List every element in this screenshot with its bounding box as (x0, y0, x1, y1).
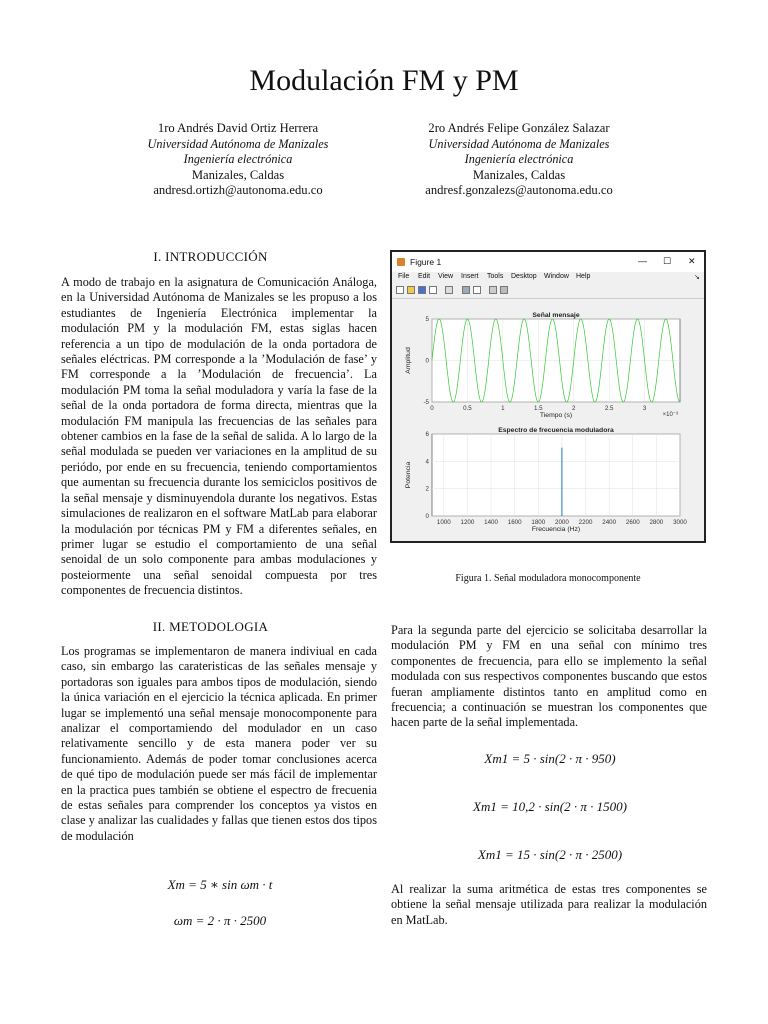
x-axis-label: Tiempo (s) (539, 412, 573, 419)
menu-help[interactable]: Help (576, 273, 591, 280)
matlab-logo-icon (397, 258, 405, 266)
y-tick-label: 5 (425, 316, 429, 323)
matlab-figure-window[interactable] (390, 250, 706, 543)
author-name: 2ro Andrés Felipe González Salazar (428, 121, 610, 135)
plot-title: Señal mensaje (532, 312, 580, 319)
section-heading-introduccion: I. INTRODUCCIÓN (153, 249, 268, 264)
right-paragraph-1: Para la segunda parte del ejercicio se solicitaba desarrollar la modulación PM y FM en una señal con mínimo tres componentes de frecuencia, para ello se implemento la señal modulada con sus respectivos componentes buscando que estos fueran ampliamente distintos tanto en amplitud como en frecuencia; a continuación se muestran los componentes que hacen parte de la señal implementada. (391, 623, 707, 730)
y-tick-label: 2 (425, 485, 429, 493)
x-scale-note: ×10⁻³ (662, 412, 678, 418)
print-icon[interactable] (429, 286, 437, 294)
new-file-icon[interactable] (396, 286, 404, 294)
x-tick-label: 2800 (649, 519, 664, 526)
menu-view[interactable]: View (438, 273, 454, 280)
right-paragraph-2: Al realizar la suma aritmética de estas tres componentes se obtiene la señal mensaje utilizada para realizar la modulación en MatLab. (391, 882, 707, 927)
author-department: Ingeniería electrónica (183, 152, 293, 166)
author-university: Universidad Autónoma de Manizales (428, 136, 610, 151)
y-axis-label: Amplitud (405, 347, 412, 374)
author-block-1 (88, 121, 388, 199)
section-heading-metodologia: II. METODOLOGIA (152, 619, 269, 634)
close-icon[interactable]: ✕ (688, 256, 696, 266)
plot-frame (432, 434, 680, 516)
x-tick-label: 1000 (436, 519, 451, 526)
menu-file[interactable]: File (398, 273, 410, 280)
save-icon[interactable] (418, 286, 426, 294)
window-titlebar[interactable] (392, 252, 704, 272)
x-tick-label: 1200 (460, 519, 475, 526)
menu-desktop[interactable]: Desktop (511, 273, 537, 280)
author-block-2 (369, 121, 669, 199)
x-tick-label: 2400 (602, 519, 617, 526)
y-tick-label: 4 (425, 458, 429, 466)
paper-title: Modulación FM y PM (249, 64, 519, 97)
menu-edit[interactable]: Edit (418, 273, 431, 280)
menu-insert[interactable]: Insert (461, 273, 479, 280)
y-tick-label: 6 (425, 431, 429, 438)
window-title: Figure 1 (410, 257, 442, 267)
x-tick-label: 1800 (531, 519, 546, 526)
colorbar-icon[interactable] (500, 286, 508, 294)
figure-toolbar (392, 284, 704, 299)
author-name: 1ro Andrés David Ortiz Herrera (157, 121, 319, 135)
x-tick-label: 0 (430, 405, 434, 412)
x-tick-label: 2.5 (604, 405, 614, 412)
minimize-icon[interactable]: — (638, 256, 647, 266)
x-tick-label: 2 (571, 405, 576, 412)
y-axis-label: Potencia (405, 461, 412, 489)
x-tick-label: 0.5 (463, 405, 472, 412)
open-folder-icon[interactable] (407, 286, 415, 294)
y-tick-label: -5 (423, 399, 429, 406)
intro-paragraph: A modo de trabajo en la asignatura de Comunicación Análoga, en la Universidad Autónoma de Manizales se les propuso a los estudiantes de Ingeniería Electrónica implementar la modulación PM y la modulación FM, estas siglas hacen referencia a un tipo de modulación de la onda portadora de señales eléctricas. PM corresponde a la ’Modulación de fase’ y FM corresponde a la ’Modulación de frecuencia’. La modulación PM toma la señal moduladora y varía la fase de la señal de la onda portadora de forma directa, mientras que la modulación FM manipula las frecuencias de las señales para obtener cambios en la fase de la señal de salida. A lo largo de la señal modulada se pueden ver variaciones en la amplitud de su periódo, por ende en su frecuencia, teniendo comportamientos que aumentan su frecuencia durante los semiciclos positivos de la señal mensaje y disminuyendola durante los negativos. Estas simulaciones de realizaron en el software MatLab para elaborar la modulación por técnicas PM y FM a diferentes señales, en primer lugar se estudio el comportamiento de una señal senoidal de un solo componente para ambas modulaciones y posteiormente una señal senoidal compuesta por tres componentes de frecuencia distintos. (61, 275, 377, 598)
plot-title: Espectro de frecuencia moduladora (498, 427, 614, 434)
author-city: Manizales, Caldas (191, 167, 285, 182)
link-icon[interactable] (462, 286, 470, 294)
legend-icon[interactable] (489, 286, 497, 294)
author-university: Universidad Autónoma de Manizales (147, 136, 329, 151)
figure-menubar (392, 272, 704, 284)
equation-right-2: Xm1 = 10,2 · sin(2 · π · 1500) (473, 799, 627, 814)
equation-right-3: Xm1 = 15 · sin(2 · π · 2500) (477, 847, 623, 862)
figure-icon[interactable] (473, 286, 481, 294)
author-city: Manizales, Caldas (472, 167, 566, 182)
equation-left-1: Xm = 5 ∗ sin ωm · t (167, 877, 273, 892)
maximize-icon[interactable]: ☐ (663, 256, 672, 266)
method-paragraph: Los programas se implementaron de manera indiviual en cada caso, sin embargo las carateristicas de las señales mensaje y portadoras son iguales para ambos tipos de modulación, siendo la única variación en el ejercicio la técnica aplicada. En primer lugar se implementó una señal mensaje monocomponente para analizar el comportamiendo del modulador en un caso relativamente sencillo y de esta manera poder ver su funcionamiento. Además de poder tomar conclusiones acerca de qué tipo de modulación puede ser más fácil de implementar en la practica pues también se obtiene el espectro de frecuenia de estas señales para comprender los conceptos ya vistos en clase y analizar las cualidades y fallas que tienen estos dos tipos de modulación (61, 644, 377, 843)
author-email[interactable]: andresf.gonzalezs@autonoma.edu.co (425, 183, 613, 197)
dock-arrow-icon[interactable]: ↘ (694, 274, 700, 281)
x-tick-label: 1 (501, 405, 505, 412)
x-tick-label: 2600 (625, 519, 640, 526)
zoom-icon[interactable] (445, 286, 453, 294)
plot-area (392, 300, 704, 541)
x-tick-label: 1.5 (533, 405, 543, 412)
plots-svg (392, 300, 704, 541)
x-tick-label: 2200 (578, 519, 593, 526)
x-tick-label: 3000 (673, 519, 687, 526)
author-email[interactable]: andresd.ortizh@autonoma.edu.co (153, 183, 323, 197)
menu-window[interactable]: Window (544, 273, 569, 280)
x-tick-label: 3 (642, 405, 647, 412)
author-department: Ingeniería electrónica (464, 152, 574, 166)
equation-right-1: Xm1 = 5 · sin(2 · π · 950) (484, 751, 616, 766)
y-tick-label: 0 (425, 357, 429, 365)
x-tick-label: 1400 (484, 519, 498, 526)
y-tick-label: 0 (425, 513, 429, 520)
x-axis-label: Frecuencia (Hz) (531, 526, 581, 533)
equation-left-2: ωm = 2 · π · 2500 (173, 913, 267, 928)
x-tick-label: 2000 (555, 519, 569, 526)
figure-caption: Figura 1. Señal moduladora monocomponente (455, 573, 641, 584)
x-tick-label: 1600 (507, 519, 522, 526)
menu-tools[interactable]: Tools (487, 273, 504, 280)
